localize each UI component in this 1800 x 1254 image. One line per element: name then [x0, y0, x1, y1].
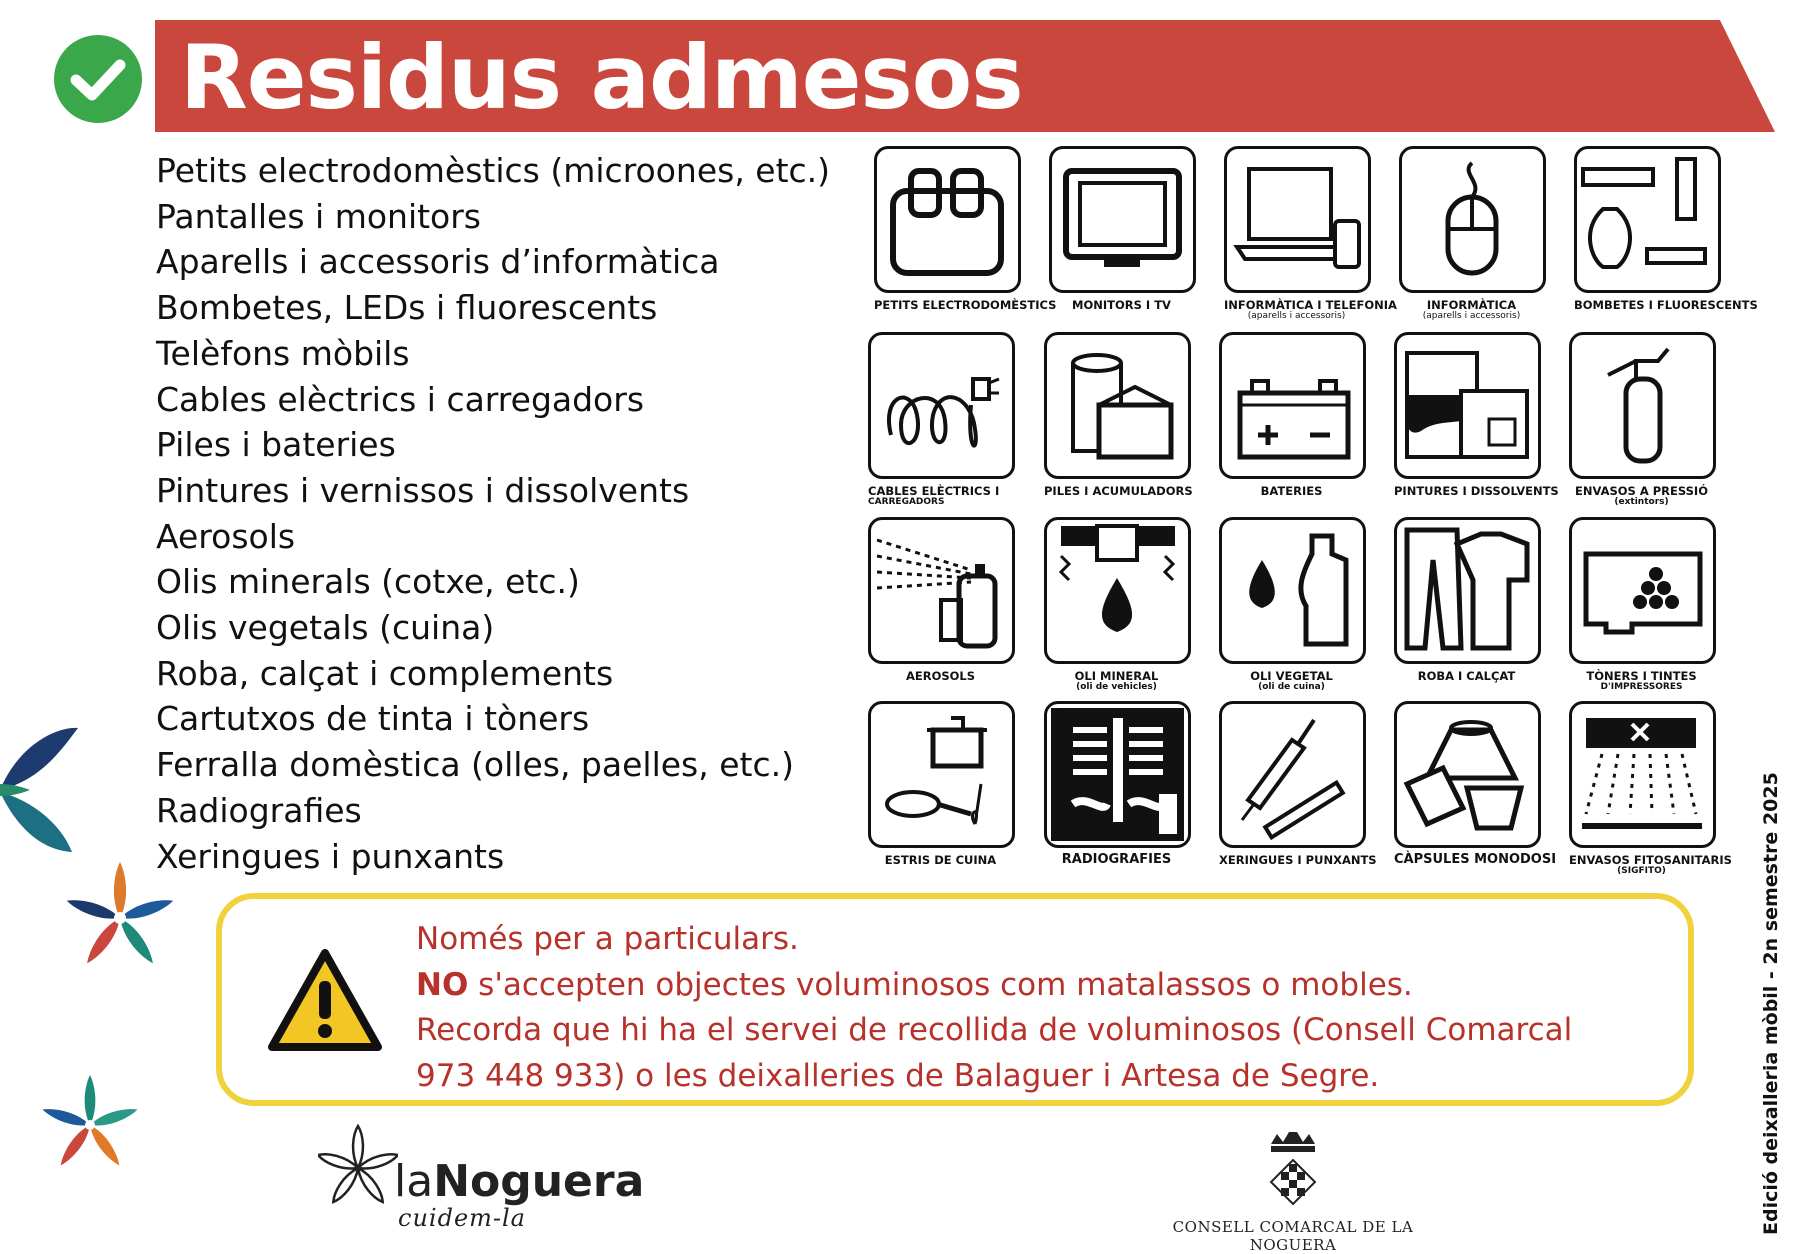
tile-phytosanitary — [1569, 701, 1732, 876]
tile-subcaption: D'IMPRESSORES — [1600, 682, 1683, 692]
tile-caption: PETITS ELECTRODOMÈSTICS — [874, 298, 1057, 312]
list-item: Olis minerals (cotxe, etc.) — [156, 562, 580, 602]
cookware-icon — [871, 704, 1012, 845]
warning-triangle-icon — [266, 947, 384, 1055]
tile-caption: INFORMÀTICA — [1426, 298, 1517, 312]
flower-decoration-icon — [35, 1070, 145, 1180]
capsule-icon — [1397, 704, 1538, 845]
spray-can-icon — [871, 520, 1012, 661]
tile-subcaption: (SIGFITO) — [1617, 866, 1666, 876]
tile-caption: BOMBETES I FLUORESCENTS — [1574, 298, 1758, 312]
tile-clothes — [1394, 517, 1539, 682]
la-noguera-logo — [318, 1120, 648, 1230]
edition-label: Edició deixalleria mòbil - 2n semestre 2025 — [1760, 772, 1782, 1235]
tile-informatics — [1399, 146, 1544, 321]
notice-line: 973 448 933) o les deixalleries de Balaguer i Artesa de Segre. — [416, 1057, 1380, 1094]
tile-xray — [1044, 701, 1189, 866]
list-item: Roba, calçat i complements — [156, 653, 614, 693]
monitor-icon — [1052, 149, 1193, 290]
tile-bulbs — [1574, 146, 1758, 312]
laptop-phone-icon — [1227, 149, 1368, 290]
tile-caption: PINTURES I DISSOLVENTS — [1394, 484, 1559, 498]
syringe-icon — [1222, 704, 1363, 845]
list-item: Petits electrodomèstics (microones, etc.) — [156, 151, 831, 190]
notice-line: Recorda que hi ha el servei de recollida de voluminosos (Consell Comarcal — [416, 1012, 1573, 1048]
tile-batteries — [1044, 332, 1193, 498]
batteries-icon — [1047, 335, 1188, 476]
toner-icon — [1572, 520, 1713, 661]
logo-tagline: cuidem-la — [398, 1204, 526, 1232]
logo-name — [394, 1156, 644, 1207]
list-item: Cartutxos de tinta i tòners — [156, 699, 590, 739]
check-circle-icon — [52, 33, 144, 125]
accepted-waste-list — [156, 148, 830, 879]
tile-cables — [868, 332, 1013, 507]
tile-aerosols — [868, 517, 1013, 682]
tile-pressure — [1569, 332, 1714, 507]
cable-plug-icon — [871, 335, 1012, 476]
tile-subcaption: (oli de vehicles) — [1076, 682, 1157, 692]
tile-caption: CÀPSULES MONODOSI — [1394, 852, 1557, 867]
tile-subcaption: (aparells i accessoris) — [1422, 311, 1521, 321]
tile-caption: INFORMÀTICA I TELEFONIA — [1224, 298, 1397, 312]
page-title: Residus admesos — [180, 26, 1023, 129]
car-battery-icon — [1222, 335, 1363, 476]
tile-capsules — [1394, 701, 1557, 867]
list-item: Bombetes, LEDs i fluorescents — [156, 288, 658, 328]
tile-caption: BATERIES — [1260, 484, 1323, 498]
mineral-oil-icon — [1047, 520, 1188, 661]
list-item: Pintures i vernissos i dissolvents — [156, 470, 690, 510]
xray-icon — [1047, 704, 1188, 845]
tile-subcaption: (aparells i accessoris) — [1247, 311, 1346, 321]
logo-prefix: la — [394, 1156, 434, 1207]
list-item: Aerosols — [156, 516, 296, 556]
notice-line-rest: s'accepten objectes voluminosos com matalassos o mobles. — [468, 966, 1413, 1003]
tile-mineral-oil — [1044, 517, 1189, 692]
fire-extinguisher-icon — [1572, 335, 1713, 476]
tile-caption: RADIOGRAFIES — [1061, 852, 1172, 867]
small-appliance-icon — [877, 149, 1018, 290]
tile-monitors — [1049, 146, 1194, 311]
coat-of-arms-icon — [1263, 1130, 1323, 1214]
tile-vegetable-oil — [1219, 517, 1364, 692]
org-name: CONSELL COMARCAL DE LA NOGUERA — [1172, 1218, 1414, 1254]
tile-car-batteries — [1219, 332, 1364, 497]
tile-subcaption: (oli de cuina) — [1258, 682, 1325, 692]
bulb-fluorescent-icon — [1577, 149, 1718, 290]
list-item: Telèfons mòbils — [156, 333, 410, 373]
tile-caption: OLI VEGETAL — [1250, 669, 1333, 683]
tile-caption: OLI MINERAL — [1074, 669, 1159, 683]
tile-caption: AEROSOLS — [905, 669, 976, 683]
clothes-icon — [1397, 520, 1538, 661]
list-item: Xeringues i punxants — [156, 836, 505, 876]
flower-decoration-icon — [60, 858, 180, 978]
tile-toners — [1569, 517, 1714, 692]
list-item: Radiografies — [156, 790, 362, 830]
tile-syringes — [1219, 701, 1377, 867]
paint-cans-icon — [1397, 335, 1538, 476]
flower-outline-icon — [318, 1120, 398, 1210]
tile-caption: ESTRIS DE CUINA — [884, 853, 997, 867]
list-item: Cables elèctrics i carregadors — [156, 379, 645, 419]
leaf-decoration-icon — [0, 722, 80, 857]
tile-cookware — [868, 701, 1013, 866]
tile-caption: ROBA I CALÇAT — [1417, 669, 1516, 683]
tile-paints — [1394, 332, 1559, 498]
vegetable-oil-icon — [1222, 520, 1363, 661]
logo-name-bold: Noguera — [433, 1156, 645, 1207]
notice-box — [216, 893, 1694, 1106]
tile-caption: MONITORS I TV — [1072, 298, 1171, 312]
mouse-icon — [1402, 149, 1543, 290]
tile-subcaption: (extintors) — [1614, 497, 1669, 507]
notice-line — [416, 963, 1572, 1009]
notice-line: Només per a particulars. — [416, 921, 799, 957]
list-item: Ferralla domèstica (olles, paelles, etc.) — [156, 745, 794, 785]
phytosanitary-icon — [1572, 704, 1713, 845]
tile-caption: ENVASOS FITOSANITARIS — [1569, 853, 1732, 867]
tile-caption: XERINGUES I PUNXANTS — [1219, 853, 1377, 867]
tile-caption: ENVASOS A PRESSIÓ — [1575, 484, 1708, 498]
tile-it-telephony — [1224, 146, 1397, 321]
tile-caption: CABLES ELÈCTRICS I — [868, 484, 1000, 498]
list-item: Olis vegetals (cuina) — [156, 608, 495, 648]
consell-comarcal-logo — [1128, 1130, 1458, 1254]
list-item: Aparells i accessoris d’informàtica — [156, 242, 720, 282]
notice-text — [416, 917, 1572, 1099]
tile-caption: TÒNERS I TINTES — [1586, 669, 1697, 683]
notice-emphasis: NO — [416, 966, 469, 1003]
tile-subcaption: CARREGADORS — [868, 497, 945, 507]
tile-small-appliances — [874, 146, 1057, 312]
tile-caption: PILES I ACUMULADORS — [1044, 484, 1193, 498]
list-item: Pantalles i monitors — [156, 196, 482, 236]
list-item: Piles i bateries — [156, 425, 396, 465]
